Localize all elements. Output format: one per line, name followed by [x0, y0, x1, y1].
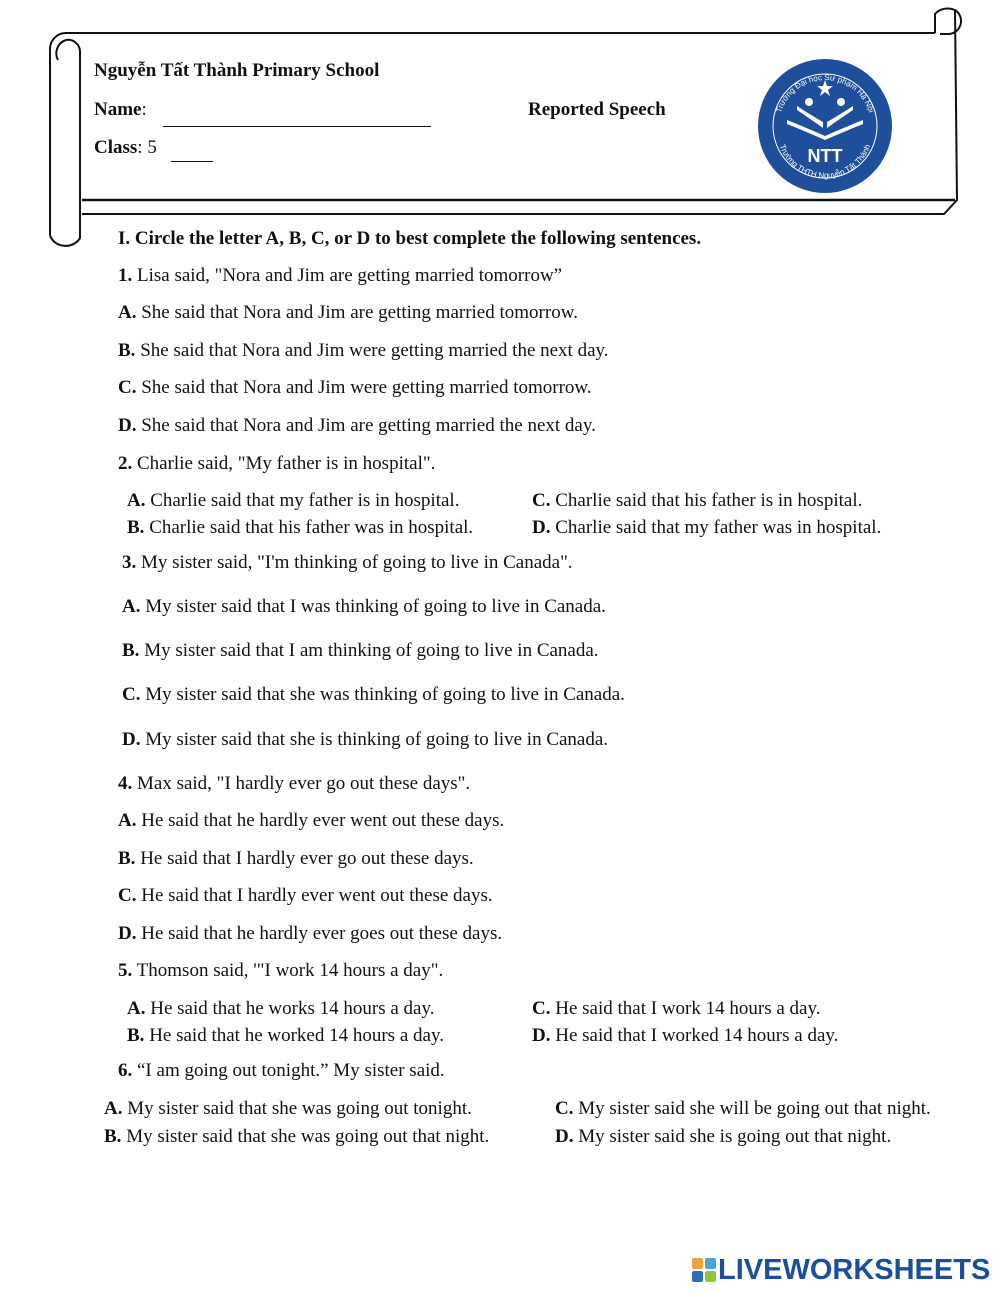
question-3 — [122, 552, 573, 574]
option-letter: B. — [127, 1025, 145, 1046]
class-label: Class — [94, 137, 138, 158]
option-letter: D. — [118, 923, 137, 944]
option-3c[interactable] — [122, 684, 625, 706]
option-letter: D. — [118, 415, 137, 436]
name-row — [94, 99, 147, 121]
option-2a[interactable] — [127, 490, 459, 512]
option-3a[interactable] — [122, 596, 606, 618]
name-label: Name — [94, 99, 142, 120]
option-2c[interactable] — [532, 490, 862, 512]
question-text: Lisa said, "Nora and Jim are getting married tomorrow” — [137, 265, 563, 286]
option-text: She said that Nora and Jim were getting married the next day. — [140, 340, 609, 361]
option-text: Charlie said that my father was in hospital. — [555, 517, 882, 538]
question-number: 5. — [118, 960, 133, 981]
option-letter: D. — [532, 1025, 551, 1046]
question-text: “I am going out tonight.” My sister said. — [137, 1060, 445, 1081]
option-text: She said that Nora and Jim were getting married tomorrow. — [141, 377, 592, 398]
option-5a[interactable] — [127, 998, 434, 1020]
option-letter: B. — [118, 340, 136, 361]
liveworksheets-brand[interactable] — [692, 1253, 990, 1287]
option-text: Charlie said that my father is in hospital. — [150, 490, 460, 511]
option-text: He said that he hardly ever went out these days. — [141, 810, 505, 831]
option-letter: C. — [122, 684, 141, 705]
option-letter: C. — [555, 1098, 574, 1119]
question-text: Thomson said, '"I work 14 hours a day". — [136, 960, 444, 981]
name-input-line[interactable] — [163, 108, 431, 127]
option-4c[interactable] — [118, 885, 493, 907]
section-heading: I. Circle the letter A, B, C, or D to best complete the following sentences. — [118, 228, 702, 249]
option-letter: B. — [104, 1126, 122, 1147]
option-text: My sister said that I am thinking of going to live in Canada. — [144, 640, 599, 661]
option-1c[interactable] — [118, 377, 592, 399]
option-4b[interactable] — [118, 848, 474, 870]
question-number: 1. — [118, 265, 133, 286]
option-text: He said that I worked 14 hours a day. — [555, 1025, 839, 1046]
school-logo — [757, 58, 893, 194]
option-text: My sister said that I was thinking of going to live in Canada. — [145, 596, 606, 617]
option-text: My sister said that she was thinking of going to live in Canada. — [145, 684, 625, 705]
question-text: My sister said, "I'm thinking of going to live in Canada". — [141, 552, 573, 573]
option-text: My sister said that she was going out tonight. — [127, 1098, 472, 1119]
option-text: My sister said that she is thinking of going to live in Canada. — [145, 729, 609, 750]
logo-ring-bottom-text: Trường THTH Nguyễn Tất Thành — [777, 143, 873, 181]
option-6b[interactable] — [104, 1126, 489, 1148]
question-1 — [118, 265, 562, 287]
option-text: He said that I hardly ever go out these days. — [140, 848, 474, 869]
option-letter: A. — [127, 490, 146, 511]
class-input-line[interactable] — [171, 143, 213, 162]
logo-ring-top-text: Trường Đại học Sư phạm Hà Nội — [774, 72, 876, 114]
option-text: My sister said that she was going out that night. — [126, 1126, 490, 1147]
question-number: 4. — [118, 773, 133, 794]
option-6c[interactable] — [555, 1098, 931, 1120]
option-1b[interactable] — [118, 340, 609, 362]
option-letter: C. — [118, 885, 137, 906]
question-4 — [118, 773, 470, 795]
option-letter: B. — [127, 517, 145, 538]
school-name: Nguyễn Tất Thành Primary School — [94, 60, 380, 81]
option-6d[interactable] — [555, 1126, 891, 1148]
question-number: 3. — [122, 552, 137, 573]
option-text: My sister said she is going out that night. — [578, 1126, 892, 1147]
class-value: : 5 — [137, 137, 157, 158]
option-text: She said that Nora and Jim are getting married the next day. — [141, 415, 596, 436]
question-text: Max said, "I hardly ever go out these days". — [137, 773, 471, 794]
option-letter: C. — [118, 377, 137, 398]
class-row — [94, 137, 157, 159]
worksheet-title: Reported Speech — [528, 99, 666, 120]
logo-text: NTT — [807, 146, 843, 166]
liveworksheets-logo-icon — [692, 1258, 716, 1282]
question-text: Charlie said, "My father is in hospital". — [137, 453, 436, 474]
option-text: She said that Nora and Jim are getting married tomorrow. — [141, 302, 578, 323]
name-colon: : — [141, 99, 147, 120]
option-text: Charlie said that his father was in hospital. — [149, 517, 474, 538]
option-4d[interactable] — [118, 923, 502, 945]
option-letter: D. — [122, 729, 141, 750]
option-letter: C. — [532, 490, 551, 511]
option-5b[interactable] — [127, 1025, 444, 1047]
option-letter: A. — [122, 596, 141, 617]
option-letter: A. — [104, 1098, 123, 1119]
option-2b[interactable] — [127, 517, 473, 539]
option-1d[interactable] — [118, 415, 596, 437]
option-letter: D. — [555, 1126, 574, 1147]
question-number: 6. — [118, 1060, 133, 1081]
option-letter: A. — [127, 998, 146, 1019]
option-text: He said that he works 14 hours a day. — [150, 998, 435, 1019]
option-text: He said that I hardly ever went out these days. — [141, 885, 493, 906]
option-letter: A. — [118, 810, 137, 831]
option-text: My sister said she will be going out that night. — [578, 1098, 931, 1119]
option-text: He said that he worked 14 hours a day. — [149, 1025, 444, 1046]
option-text: He said that I work 14 hours a day. — [555, 998, 821, 1019]
option-letter: C. — [532, 998, 551, 1019]
option-3d[interactable] — [122, 729, 608, 751]
option-letter: A. — [118, 302, 137, 323]
option-3b[interactable] — [122, 640, 599, 662]
option-1a[interactable] — [118, 302, 578, 324]
option-text: He said that he hardly ever goes out these days. — [141, 923, 503, 944]
question-6 — [118, 1060, 445, 1082]
option-text: Charlie said that his father is in hospital. — [555, 490, 863, 511]
option-letter: B. — [118, 848, 136, 869]
option-5d[interactable] — [532, 1025, 838, 1047]
option-6a[interactable] — [104, 1098, 472, 1120]
option-5c[interactable] — [532, 998, 820, 1020]
question-number: 2. — [118, 453, 133, 474]
liveworksheets-wordmark: LIVEWORKSHEETS — [718, 1253, 991, 1286]
question-2 — [118, 453, 435, 475]
option-4a[interactable] — [118, 810, 504, 832]
option-letter: B. — [122, 640, 140, 661]
option-2d[interactable] — [532, 517, 881, 539]
option-letter: D. — [532, 517, 551, 538]
question-5 — [118, 960, 443, 982]
